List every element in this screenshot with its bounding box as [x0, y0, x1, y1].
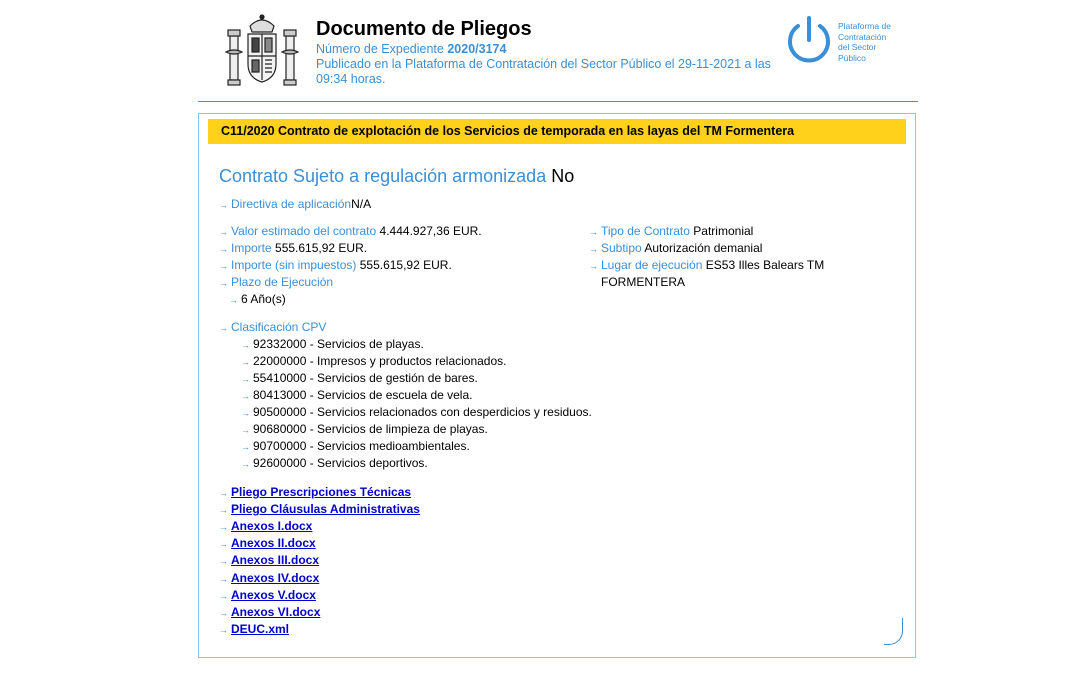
- importe-label: Importe: [231, 241, 272, 255]
- armonizada-label: Contrato Sujeto a regulación armonizada: [219, 166, 547, 186]
- arrow-icon: →: [219, 591, 228, 601]
- link-anexos-ii[interactable]: Anexos II.docx: [231, 536, 316, 550]
- lugar-row: [589, 258, 824, 274]
- document-row: [219, 553, 319, 569]
- arrow-icon: →: [219, 608, 228, 618]
- cpv-item: [241, 422, 488, 438]
- arrow-icon: →: [219, 574, 228, 584]
- document-row: [219, 588, 316, 604]
- importe-sin-label: Importe (sin impuestos): [231, 258, 357, 272]
- arrow-icon: →: [241, 374, 250, 384]
- link-anexos-v[interactable]: Anexos V.docx: [231, 588, 316, 602]
- cpv-text: 90680000 - Servicios de limpieza de playas.: [253, 422, 488, 436]
- published-text: Publicado en la Plataforma de Contratación del Sector Público el 29-11-2021 a las 09:34 horas.: [316, 57, 771, 86]
- arrow-icon: →: [219, 278, 228, 288]
- header-divider: [198, 101, 918, 102]
- arrow-icon: →: [219, 488, 228, 498]
- cpv-item: [241, 439, 470, 455]
- cpv-item: [241, 456, 428, 472]
- cpv-text: 90500000 - Servicios relacionados con desperdicios y residuos.: [253, 405, 592, 419]
- plazo-row: [219, 275, 333, 291]
- cpv-text: 55410000 - Servicios de gestión de bares.: [253, 371, 478, 385]
- document-row: [219, 485, 411, 501]
- tipo-label: Tipo de Contrato: [601, 224, 690, 238]
- arrow-icon: →: [589, 227, 598, 237]
- power-logo-icon: [784, 14, 834, 66]
- expediente-value: 2020/3174: [447, 42, 507, 56]
- arrow-icon: →: [219, 261, 228, 271]
- directiva-row: [219, 197, 371, 213]
- cpv-text: 92600000 - Servicios deportivos.: [253, 456, 428, 470]
- link-deuc[interactable]: DEUC.xml: [231, 622, 290, 636]
- cpv-text: 92332000 - Servicios de playas.: [253, 337, 424, 351]
- cpv-item: [241, 405, 592, 421]
- logo-line: del Sector: [838, 42, 877, 52]
- document-title: Documento de Pliegos: [316, 18, 532, 40]
- importe-sin-row: [219, 258, 452, 274]
- arrow-icon: →: [219, 244, 228, 254]
- valor-value: 4.444.927,36 EUR.: [379, 224, 482, 238]
- cpv-text: 80413000 - Servicios de escuela de vela.: [253, 388, 473, 402]
- arrow-icon: →: [229, 295, 238, 305]
- header-meta: [316, 42, 786, 87]
- document-row: [219, 622, 289, 638]
- cpv-text: 22000000 - Impresos y productos relacionados.: [253, 354, 507, 368]
- directiva-value: N/A: [351, 197, 372, 211]
- importe-sin-value: 555.615,92 EUR.: [359, 258, 452, 272]
- cpv-label: Clasificación CPV: [231, 320, 327, 334]
- arrow-icon: →: [241, 425, 250, 435]
- panel-corner-decoration: [884, 618, 903, 645]
- contract-title-banner: C11/2020 Contrato de explotación de los Servicios de temporada en las layas del TM Formentera: [208, 119, 906, 144]
- armonizada-heading: [219, 166, 574, 187]
- arrow-icon: →: [219, 323, 228, 333]
- arrow-icon: →: [241, 357, 250, 367]
- cpv-heading-row: [219, 320, 326, 336]
- arrow-icon: →: [219, 200, 228, 210]
- subtipo-row: [589, 241, 762, 257]
- link-anexos-vi[interactable]: Anexos VI.docx: [231, 605, 321, 619]
- cpv-item: [241, 354, 506, 370]
- arrow-icon: →: [241, 408, 250, 418]
- cpv-item: [241, 337, 424, 353]
- logo-line: Plataforma de: [838, 21, 891, 31]
- cpv-text: 90700000 - Servicios medioambientales.: [253, 439, 470, 453]
- importe-value: 555.615,92 EUR.: [275, 241, 368, 255]
- logo-line: Contratación: [838, 31, 887, 42]
- armonizada-value: No: [551, 166, 575, 186]
- link-pliego-tecnicas[interactable]: Pliego Prescripciones Técnicas: [231, 485, 412, 499]
- plazo-label: Plazo de Ejecución: [231, 275, 334, 289]
- link-anexos-i[interactable]: Anexos I.docx: [231, 519, 313, 533]
- document-row: [219, 605, 320, 621]
- arrow-icon: →: [219, 539, 228, 549]
- link-pliego-administrativas[interactable]: Pliego Cláusulas Administrativas: [231, 502, 420, 516]
- document-row: [219, 571, 319, 587]
- arrow-icon: →: [241, 340, 250, 350]
- valor-label: Valor estimado del contrato: [231, 224, 377, 238]
- directiva-label: Directiva de aplicación: [231, 197, 352, 211]
- document-row: [219, 519, 312, 535]
- tipo-value: Patrimonial: [693, 224, 754, 238]
- cpv-item: [241, 388, 472, 404]
- arrow-icon: →: [241, 442, 250, 452]
- importe-row: [219, 241, 367, 257]
- arrow-icon: →: [589, 261, 598, 271]
- link-anexos-iii[interactable]: Anexos III.docx: [231, 553, 320, 567]
- subtipo-label: Subtipo: [601, 241, 642, 255]
- lugar-value: ES53 Illes Balears TM: [705, 258, 825, 272]
- lugar-value-row: [601, 275, 685, 290]
- arrow-icon: →: [219, 227, 228, 237]
- platform-logo-text: [838, 21, 908, 63]
- subtipo-value: Autorización demanial: [644, 241, 763, 255]
- arrow-icon: →: [589, 244, 598, 254]
- lugar-label: Lugar de ejecución: [601, 258, 703, 272]
- tipo-row: [589, 224, 753, 240]
- plazo-value-row: [229, 292, 286, 308]
- document-row: [219, 536, 316, 552]
- arrow-icon: →: [219, 556, 228, 566]
- expediente-label: Número de Expediente: [316, 42, 444, 56]
- document-row: [219, 502, 420, 518]
- plazo-value: 6 Año(s): [241, 292, 286, 306]
- arrow-icon: →: [219, 522, 228, 532]
- arrow-icon: →: [241, 391, 250, 401]
- cpv-item: [241, 371, 478, 387]
- coat-of-arms-icon: [224, 12, 300, 90]
- valor-row: [219, 224, 482, 240]
- arrow-icon: →: [241, 459, 250, 469]
- lugar-value-2: FORMENTERA: [601, 275, 685, 289]
- arrow-icon: →: [219, 625, 228, 635]
- arrow-icon: →: [219, 505, 228, 515]
- logo-line: Público: [838, 52, 866, 63]
- link-anexos-iv[interactable]: Anexos IV.docx: [231, 571, 320, 585]
